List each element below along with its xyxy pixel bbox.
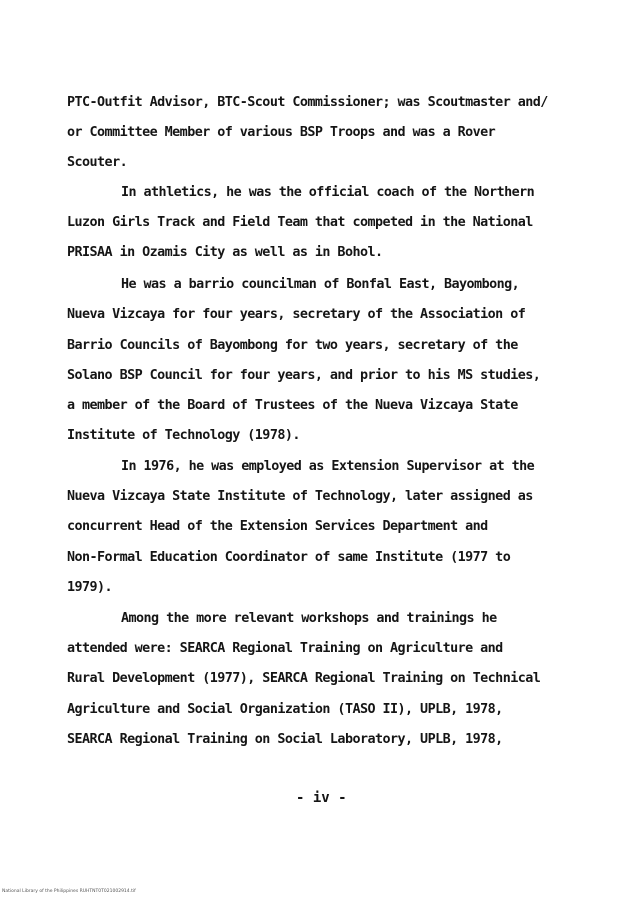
text-line-4: In athletics, he was the official coach of the Northern bbox=[121, 185, 535, 200]
text-line-14: Nueva Vizcaya State Institute of Technology, later assigned as bbox=[67, 489, 533, 504]
text-line-7: He was a barrio councilman of Bonfal East, Bayombong, bbox=[121, 277, 520, 292]
text-line-22: SEARCA Regional Training on Social Laboratory, UPLB, 1978, bbox=[67, 732, 503, 747]
text-line-10: Solano BSP Council for four years, and prior to his MS studies, bbox=[67, 368, 541, 383]
text-line-1: PTC-Outfit Advisor, BTC-Scout Commissioner; was Scoutmaster and/ bbox=[67, 95, 548, 110]
text-line-3: Scouter. bbox=[67, 155, 128, 170]
text-line-16: Non-Formal Education Coordinator of same Institute (1977 to bbox=[67, 550, 511, 565]
text-line-9: Barrio Councils of Bayombong for two years, secretary of the bbox=[67, 338, 518, 353]
text-line-2: or Committee Member of various BSP Troops and was a Rover bbox=[67, 125, 496, 140]
text-line-11: a member of the Board of Trustees of the Nueva Vizcaya State bbox=[67, 398, 518, 413]
text-line-8: Nueva Vizcaya for four years, secretary of the Association of bbox=[67, 307, 526, 322]
text-line-5: Luzon Girls Track and Field Team that competed in the National bbox=[67, 215, 533, 230]
page-number: - iv - bbox=[296, 790, 347, 806]
text-line-17: 1979). bbox=[67, 580, 113, 595]
text-line-12: Institute of Technology (1978). bbox=[67, 428, 300, 443]
text-line-20: Rural Development (1977), SEARCA Regional Training on Technical bbox=[67, 671, 541, 686]
text-line-21: Agriculture and Social Organization (TASO II), UPLB, 1978, bbox=[67, 702, 503, 717]
scan-footer: National Library of the Philippines RUHTNT0T021002914.tif bbox=[2, 889, 136, 894]
text-line-18: Among the more relevant workshops and trainings he bbox=[121, 611, 497, 626]
text-line-6: PRISAA in Ozamis City as well as in Bohol. bbox=[67, 245, 383, 260]
text-line-19: attended were: SEARCA Regional Training on Agriculture and bbox=[67, 641, 503, 656]
text-line-15: concurrent Head of the Extension Services Department and bbox=[67, 519, 488, 534]
text-line-13: In 1976, he was employed as Extension Supervisor at the bbox=[121, 459, 535, 474]
